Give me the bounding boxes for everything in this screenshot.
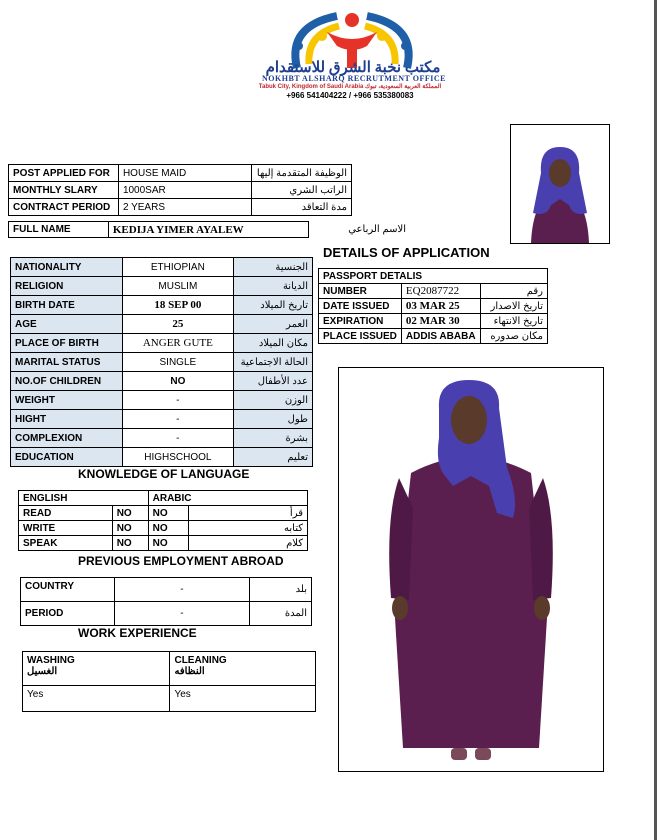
job-arabic-label: مدة التعاقد — [252, 199, 352, 216]
details-arabic-label: عدد الأطفال — [234, 372, 313, 391]
passport-value: EQ2087722 — [401, 284, 480, 299]
job-value: 1000SAR — [118, 182, 251, 199]
job-value: HOUSE MAID — [118, 165, 251, 182]
details-row — [11, 372, 313, 391]
details-table — [10, 257, 313, 467]
passport-label: PLACE ISSUED — [319, 329, 402, 344]
passport-title: PASSPORT DETALIS — [319, 269, 548, 284]
details-arabic-label: العمر — [234, 315, 313, 334]
details-label: NATIONALITY — [11, 258, 123, 277]
passport-label: NUMBER — [319, 284, 402, 299]
passport-arabic-label: مكان صدوره — [480, 329, 547, 344]
applicant-portrait-photo — [510, 124, 610, 244]
language-skill-label: READ — [19, 506, 113, 521]
passport-arabic-label: تاريخ الانتهاء — [480, 314, 547, 329]
passport-row — [319, 314, 548, 329]
passport-row — [319, 284, 548, 299]
language-skill-arabic-label: كتابه — [188, 521, 307, 536]
details-label: EDUCATION — [11, 448, 123, 467]
language-row — [19, 506, 308, 521]
details-label: HIGHT — [11, 410, 123, 429]
language-title: KNOWLEDGE OF LANGUAGE — [78, 467, 250, 481]
details-label: WEIGHT — [11, 391, 123, 410]
experience-label: WASHING — [27, 655, 75, 666]
passport-arabic-label: رقم — [480, 284, 547, 299]
details-label: AGE — [11, 315, 123, 334]
employment-arabic-label: المدة — [250, 602, 312, 626]
details-row — [11, 429, 313, 448]
details-arabic-label: الحالة الاجتماعية — [234, 353, 313, 372]
employment-value: - — [114, 578, 249, 602]
employment-label: PERIOD — [21, 602, 115, 626]
language-row — [19, 521, 308, 536]
details-value: - — [122, 391, 233, 410]
job-label: MONTHLY SLARY — [9, 182, 119, 199]
experience-value: Yes — [23, 686, 170, 712]
details-label: NO.OF CHILDREN — [11, 372, 123, 391]
job-info-table — [8, 164, 352, 216]
details-arabic-label: الجنسية — [234, 258, 313, 277]
job-row — [9, 199, 352, 216]
details-label: MARITAL STATUS — [11, 353, 123, 372]
job-row — [9, 165, 352, 182]
passport-row — [319, 329, 548, 344]
details-value: 25 — [122, 315, 233, 334]
employment-label: COUNTRY — [21, 578, 115, 602]
details-title: DETAILS OF APPLICATION — [323, 245, 490, 260]
passport-value: 02 MAR 30 — [401, 314, 480, 329]
experience-value: Yes — [170, 686, 316, 712]
details-arabic-label: مكان الميلاد — [234, 334, 313, 353]
details-value: NO — [122, 372, 233, 391]
details-value: - — [122, 429, 233, 448]
details-value: 18 SEP 00 — [122, 296, 233, 315]
details-value: ETHIOPIAN — [122, 258, 233, 277]
details-value: HIGHSCHOOL — [122, 448, 233, 467]
details-row — [11, 391, 313, 410]
passport-arabic-label: تاريخ الاصدار — [480, 299, 547, 314]
language-arabic-value: NO — [148, 521, 188, 536]
employment-title: PREVIOUS EMPLOYMENT ABROAD — [78, 554, 284, 568]
language-skill-arabic-label: قرأ — [188, 506, 307, 521]
passport-table — [318, 268, 548, 344]
company-address: Tabuk City, Kingdom of Saudi Arabia المملكة العربية السعودية، تبوك — [258, 84, 442, 90]
experience-table — [22, 651, 316, 712]
job-value: 2 YEARS — [118, 199, 251, 216]
full-name-value: KEDIJA YIMER AYALEW — [108, 222, 308, 238]
experience-label: CLEANING — [174, 655, 227, 666]
details-arabic-label: الوزن — [234, 391, 313, 410]
employment-value: - — [114, 602, 249, 626]
experience-arabic-label: الغسيل — [27, 666, 58, 677]
details-row — [11, 258, 313, 277]
language-skill-label: WRITE — [19, 521, 113, 536]
details-value: ANGER GUTE — [122, 334, 233, 353]
employment-row — [21, 602, 312, 626]
language-english-header: ENGLISH — [19, 491, 149, 506]
employment-table — [20, 577, 312, 626]
passport-value: ADDIS ABABA — [401, 329, 480, 344]
details-row — [11, 277, 313, 296]
details-value: SINGLE — [122, 353, 233, 372]
details-arabic-label: تعليم — [234, 448, 313, 467]
details-label: COMPLEXION — [11, 429, 123, 448]
language-arabic-header: ARABIC — [148, 491, 307, 506]
passport-row — [319, 299, 548, 314]
job-row — [9, 182, 352, 199]
details-label: RELIGION — [11, 277, 123, 296]
applicant-full-body-photo — [338, 367, 604, 772]
details-label: PLACE OF BIRTH — [11, 334, 123, 353]
company-name-english: NOKHBT ALSHARQ RECRUTMENT OFFICE — [262, 74, 446, 83]
details-row — [11, 315, 313, 334]
details-arabic-label: طول — [234, 410, 313, 429]
details-arabic-label: الديانة — [234, 277, 313, 296]
employment-row — [21, 578, 312, 602]
experience-item-cleaning — [170, 652, 316, 686]
language-english-value: NO — [112, 506, 148, 521]
passport-value: 03 MAR 25 — [401, 299, 480, 314]
employment-arabic-label: بلد — [250, 578, 312, 602]
job-arabic-label: الراتب الشري — [252, 182, 352, 199]
details-row — [11, 353, 313, 372]
full-name-label: FULL NAME — [9, 222, 109, 238]
details-value: MUSLIM — [122, 277, 233, 296]
full-name-arabic-label: الاسم الرباعي — [308, 222, 410, 238]
experience-item-washing — [23, 652, 170, 686]
full-name-table — [8, 221, 410, 238]
details-value: - — [122, 410, 233, 429]
details-row — [11, 448, 313, 467]
details-arabic-label: تاريخ الميلاد — [234, 296, 313, 315]
experience-title: WORK EXPERIENCE — [78, 626, 197, 640]
company-name-arabic: مكتب نخبة الشرق للاستقدام — [265, 60, 441, 76]
language-table — [18, 490, 308, 551]
experience-arabic-label: النظافه — [174, 666, 205, 677]
passport-label: EXPIRATION — [319, 314, 402, 329]
job-label: CONTRACT PERIOD — [9, 199, 119, 216]
language-arabic-value: NO — [148, 536, 188, 551]
language-row — [19, 536, 308, 551]
details-arabic-label: بشرة — [234, 429, 313, 448]
details-row — [11, 410, 313, 429]
language-skill-arabic-label: كلام — [188, 536, 307, 551]
details-row — [11, 334, 313, 353]
passport-label: DATE ISSUED — [319, 299, 402, 314]
details-row — [11, 296, 313, 315]
job-label: POST APPLIED FOR — [9, 165, 119, 182]
language-arabic-value: NO — [148, 506, 188, 521]
company-phones: +966 541404222 / +966 535380083 — [286, 91, 414, 100]
language-skill-label: SPEAK — [19, 536, 113, 551]
language-english-value: NO — [112, 521, 148, 536]
job-arabic-label: الوظيفة المتقدمة إليها — [252, 165, 352, 182]
details-label: BIRTH DATE — [11, 296, 123, 315]
language-english-value: NO — [112, 536, 148, 551]
